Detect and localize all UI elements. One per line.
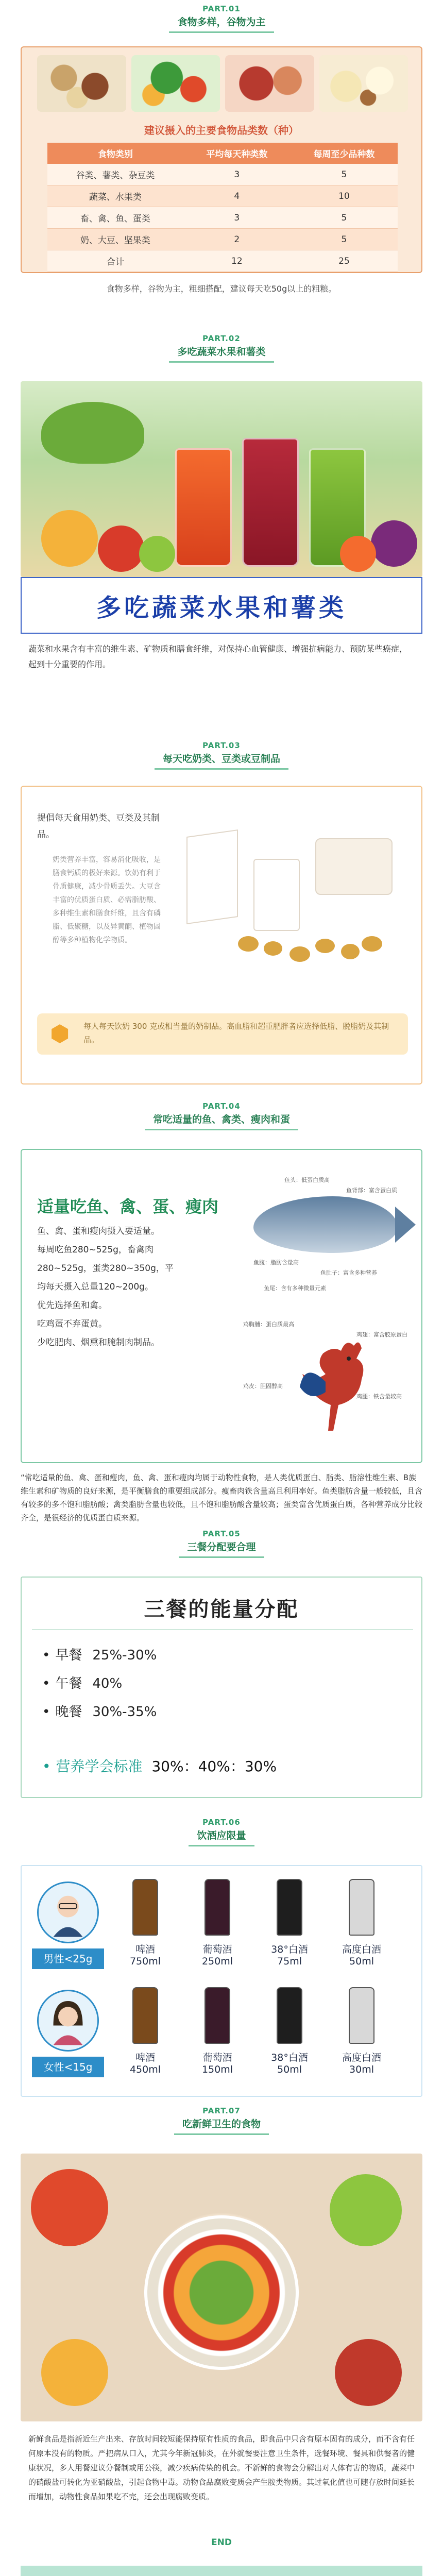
fish-label: 鱼尾：含有多种微量元素	[264, 1285, 326, 1292]
bottle-icon	[277, 1879, 302, 1936]
fish-label: 鱼肚子：富含多种营养	[320, 1269, 377, 1276]
part-tag: PART.01	[202, 4, 241, 13]
tofu-block	[315, 838, 393, 895]
part-tag: PART.02	[202, 334, 241, 343]
milk-soy-illustration	[176, 818, 413, 982]
table-cell: 谷类、薯类、杂豆类	[47, 164, 183, 185]
beverage-volume: 150ml	[201, 2064, 233, 2075]
divider	[32, 1629, 413, 1630]
fish-label: 鱼头：低蛋白质高	[284, 1177, 330, 1183]
grain-photo	[37, 55, 126, 112]
bottle-icon	[132, 1987, 158, 2044]
beverage-item	[264, 1987, 315, 2088]
fruit-shape	[340, 536, 376, 572]
table-header-cell: 食物类别	[47, 143, 183, 164]
part-title: 食物多样，谷物为主	[169, 13, 274, 33]
beverage-name: 啤酒	[135, 1944, 155, 1955]
table-header-cell: 每周至少品种数	[291, 143, 398, 164]
part-title: 饮酒应限量	[189, 1827, 254, 1846]
fish-tail	[395, 1207, 416, 1243]
bottle-icon	[277, 1987, 302, 2044]
table-cell: 畜、禽、鱼、蛋类	[47, 207, 183, 229]
hexagon-icon: ⬢	[50, 1021, 70, 1047]
table-row	[47, 185, 398, 207]
meal-heading: 三餐的能量分配	[144, 1598, 299, 1621]
meal-card	[21, 1577, 422, 1798]
beverage-item	[192, 1987, 243, 2088]
bean	[315, 939, 335, 953]
bottle-icon	[205, 1879, 230, 1936]
beverage-name: 高度白酒	[342, 1944, 381, 1955]
part-5	[0, 1525, 443, 1814]
part-tag: PART.04	[202, 1101, 241, 1111]
beverage-volume: 75ml	[277, 1956, 302, 1967]
table-cell: 5	[291, 207, 398, 229]
pepper-shape	[335, 2339, 402, 2406]
bottle-icon	[205, 1987, 230, 2044]
table-header-cell: 平均每天种类数	[183, 143, 291, 164]
meat-heading: 适量吃鱼、禽、蛋、瘦肉	[37, 1197, 219, 1216]
table-cell: 2	[183, 229, 291, 250]
bottle-icon	[349, 1987, 374, 2044]
fresh-food-photo	[21, 2154, 422, 2421]
table-cell: 蔬菜、水果类	[47, 185, 183, 207]
meat-lines	[37, 1222, 233, 1352]
beverage-name: 高度白酒	[342, 2052, 381, 2063]
fresh-description: 新鲜食品是指新近生产出来、存放时间较短能保持原有性质的食品，即食品中只含有原本固有的成分，而不含有任何原本没有的物质。严把病从口入，尤其今年新冠肺炎，在外就餐要注意卫生条件，选餐环境、餐具和供餐者的健康状况，多人用餐建议分餐制或用公筷，减少疾病传染的机会。不新鲜的食物会分解出对人体有害的物质，蔬菜中的硝酸盐可转化为亚硝酸盐，引起食物中毒。动物食品腐败变质会产生胺类物质。其过氧化值也可随存放时间延长而增加，动物性食品如果吃不完，还会出现腐败变质。	[28, 2434, 415, 2501]
beverage-name: 38°白酒	[271, 1944, 308, 1955]
beverage-volume: 50ml	[349, 1956, 374, 1967]
table-row	[47, 207, 398, 229]
orange-juice-glass	[175, 448, 232, 567]
part-2	[0, 330, 443, 737]
alcohol-card	[21, 1865, 422, 2097]
end-tag: END	[211, 2537, 232, 2548]
part-tag: PART.05	[202, 1529, 241, 1538]
beverage-volume: 30ml	[349, 2064, 374, 2075]
beverage-item	[336, 1987, 387, 2088]
meal-row-dinner: • 晚餐 30%-35%	[42, 1704, 157, 1720]
part-title: 三餐分配要合理	[179, 1538, 264, 1558]
vegetable-shape	[330, 2174, 402, 2246]
part-1	[0, 0, 443, 330]
banner-text: 多吃蔬菜水果和薯类	[96, 593, 347, 622]
part-tag: PART.07	[202, 2106, 241, 2115]
fish-label: 鱼背部：富含蛋白质	[346, 1187, 397, 1194]
milk-carton	[186, 829, 238, 924]
bean	[289, 946, 310, 962]
beverage-name: 葡萄酒	[202, 1944, 232, 1955]
veg-description: 蔬菜和水果含有丰富的维生素、矿物质和膳食纤维，对保持心血管健康、增强抗病能力、预防某些癌症，起到十分重要的作用。	[28, 644, 408, 669]
male-avatar	[37, 1882, 99, 1943]
beverage-item	[264, 1879, 315, 1979]
fish-label: 鱼腹：脂肪含量高	[253, 1259, 299, 1266]
fruit-shape	[98, 526, 144, 572]
fish-shape	[253, 1196, 398, 1253]
female-avatar	[37, 1990, 99, 2052]
bean	[264, 941, 282, 956]
table-row	[47, 164, 398, 185]
beverage-volume: 250ml	[201, 1956, 233, 1967]
salad-bowl	[144, 2215, 299, 2370]
meal-row-breakfast: • 早餐 25%-30%	[42, 1648, 157, 1663]
male-row	[32, 1876, 413, 1979]
meat-description: “常吃适量的鱼、禽、蛋和瘦肉，鱼、禽、蛋和瘦肉均属于动物性食物，是人类优质蛋白、脂类、脂溶性维生素、B族维生素和矿物质的良好来源，是平衡膳食的重要组成部分。瘦畜肉铁含量高且利用率好。鱼类脂肪含量一般较低，且含有较多的多不饱和脂肪酸；禽类脂肪含量也较低，且不饱和脂肪酸含量较高；蛋类富含优质蛋白质，各种营养成分比较齐全，是很经济的优质蛋白质来源。	[21, 1473, 423, 1522]
beverage-name: 38°白酒	[271, 2052, 308, 2063]
rooster-shape	[295, 1335, 377, 1438]
rooster-label: 鸡皮：胆固醇高	[243, 1383, 283, 1389]
dairy-tip	[37, 1013, 408, 1055]
part-tag: PART.06	[202, 1818, 241, 1827]
part-4	[0, 1097, 443, 1525]
part-title: 多吃蔬菜水果和薯类	[169, 343, 274, 363]
nutrition-standard: • 营养学会标准 30%：40%：30%	[42, 1758, 277, 1775]
table-cell: 合计	[47, 250, 183, 272]
meat-line: 每周吃鱼280~525g，畜禽肉	[37, 1245, 154, 1255]
beverage-item	[192, 1879, 243, 1979]
table-cell: 5	[291, 164, 398, 185]
part-tag: PART.03	[202, 741, 241, 750]
milk-glass	[253, 859, 300, 931]
meal-row-lunch: • 午餐 40%	[42, 1676, 123, 1691]
meat-line: 优先选择鱼和禽。	[37, 1300, 107, 1311]
beverage-item	[336, 1879, 387, 1979]
food-photos	[37, 55, 408, 112]
fruit-shape	[139, 536, 175, 572]
table-cell: 3	[183, 164, 291, 185]
fruit-shape	[41, 510, 98, 567]
bean	[238, 936, 259, 952]
table-cell: 5	[291, 229, 398, 250]
veg-banner	[21, 577, 422, 634]
beverage-name: 啤酒	[135, 2052, 155, 2063]
table-cell: 奶、大豆、坚果类	[47, 229, 183, 250]
table-title: 建议摄入的主要食物品类数（种）	[144, 124, 299, 137]
meat-line: 鱼、禽、蛋和瘦肉摄入要适量。	[37, 1226, 160, 1236]
fruit-shape	[371, 520, 417, 567]
table-cell: 4	[183, 185, 291, 207]
table-cell: 12	[183, 250, 291, 272]
rooster-label: 鸡翅：富含胶原蛋白	[356, 1331, 407, 1338]
meat-photo	[225, 55, 314, 112]
dairy-lead: 提倡每天食用奶类、豆类及其制品。	[37, 813, 160, 840]
beverage-volume: 750ml	[129, 1956, 161, 1967]
female-limit-tag: 女性<15g	[32, 2057, 104, 2077]
juice-photo	[21, 381, 422, 577]
table-row	[47, 229, 398, 250]
beverage-name: 葡萄酒	[202, 2052, 232, 2063]
table-cell: 10	[291, 185, 398, 207]
meat-line: 280~525g，蛋类280~350g，平	[37, 1263, 174, 1274]
grain-note: 食物多样，谷物为主，粗细搭配，建议每天吃50g以上的粗粮。	[106, 284, 337, 294]
qr-panel	[21, 2566, 422, 2576]
footer	[0, 2555, 443, 2576]
dairy-card	[21, 786, 422, 1084]
dairy-tip-text: 每人每天饮奶 300 克或相当量的奶制品。高血脂和超重肥胖者应选择低脂、脱脂奶及其制品。	[83, 1022, 389, 1044]
part-title: 每天吃奶类、豆类或豆制品	[155, 750, 288, 770]
rooster-label: 鸡胸脯：蛋白质最高	[243, 1321, 294, 1328]
table-row	[47, 250, 398, 272]
food-table	[47, 143, 398, 272]
part-7	[0, 2102, 443, 2555]
beverage-volume: 450ml	[129, 2064, 161, 2075]
bottle-icon	[349, 1879, 374, 1936]
meat-line: 吃鸡蛋不弃蛋黄。	[37, 1319, 107, 1329]
tomato-shape	[31, 2169, 108, 2246]
bean	[362, 936, 382, 952]
part-title: 吃新鲜卫生的食物	[174, 2115, 269, 2135]
berry-juice-glass	[242, 438, 299, 567]
leaf-shape	[41, 402, 144, 464]
part-6	[0, 1814, 443, 2102]
table-cell: 25	[291, 250, 398, 272]
meat-card	[21, 1149, 422, 1463]
meat-line: 少吃肥肉、烟熏和腌制肉制品。	[37, 1337, 160, 1348]
vegetable-photo	[131, 55, 220, 112]
rooster-label: 鸡腿：铁含量较高	[356, 1393, 402, 1400]
dairy-photo	[319, 55, 408, 112]
table-cell: 3	[183, 207, 291, 229]
beverage-volume: 50ml	[277, 2064, 302, 2075]
part-3	[0, 737, 443, 1097]
part-title: 常吃适量的鱼、禽类、瘦肉和蛋	[145, 1111, 298, 1130]
beverage-item	[120, 1879, 171, 1979]
bean	[341, 944, 360, 959]
beverage-item	[120, 1987, 171, 2088]
food-card	[21, 46, 422, 273]
orange-shape	[41, 2339, 108, 2406]
fish-rooster-illustration	[243, 1165, 413, 1454]
female-row	[32, 1985, 413, 2088]
meat-line: 均每天摄入总量120~200g。	[37, 1282, 154, 1292]
bottle-icon	[132, 1879, 158, 1936]
male-limit-tag: 男性<25g	[32, 1948, 104, 1969]
dairy-sub: 奶类营养丰富，容易消化吸收，是膳食钙质的极好来源。饮奶有利于骨质健康，减少骨质丢失。大豆含丰富的优质蛋白质、必需脂肪酸、多种维生素和膳食纤维，且含有磷脂、低聚糖，以及异黄酮、植物固醇等多种植物化学物质。	[53, 856, 161, 944]
